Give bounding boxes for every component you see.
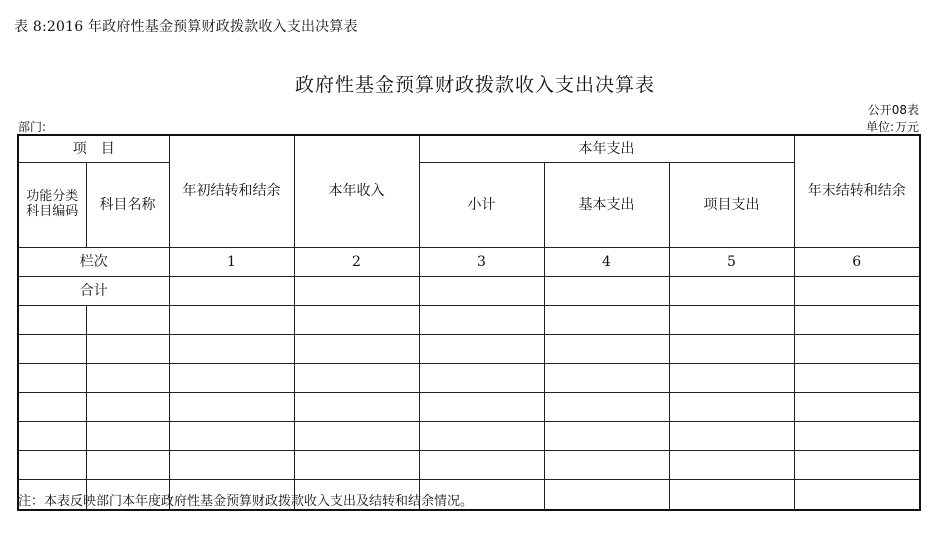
table-cell: [294, 364, 419, 393]
table-cell: [18, 451, 86, 480]
table-cell: [86, 422, 169, 451]
table-cell: [419, 335, 544, 364]
table-row: [18, 451, 920, 480]
table-row: [18, 393, 920, 422]
table-cell: [18, 306, 86, 335]
header-row-2: [18, 163, 920, 248]
column-index-row: [18, 248, 920, 277]
header-current-expenditure: 本年支出: [419, 135, 794, 163]
table-cell: [794, 422, 920, 451]
table-cell: [794, 277, 920, 306]
table-cell: [86, 393, 169, 422]
unit-label: [865, 118, 919, 135]
table-row: [18, 335, 920, 364]
column-number-6: 6: [794, 248, 920, 277]
table-cell: [169, 364, 294, 393]
column-number-5: 5: [669, 248, 794, 277]
row-index-label: 栏次: [18, 248, 169, 277]
page-title: 政府性基金预算财政拨款收入支出决算表: [294, 74, 655, 96]
table-cell: [86, 306, 169, 335]
header-current-income: 本年收入: [294, 135, 419, 248]
function-code-line2: 科目编码: [26, 204, 79, 219]
table-cell: [669, 335, 794, 364]
table-caption: 表 8:2016 年政府性基金预算财政拨款收入支出决算表: [14, 19, 358, 35]
table-cell: [294, 393, 419, 422]
table-cell: [669, 364, 794, 393]
table-cell: [18, 393, 86, 422]
table-cell: [419, 422, 544, 451]
table-cell: [669, 277, 794, 306]
table-cell: [794, 306, 920, 335]
footnote: 注：本表反映部门本年度政府性基金预算财政拨款收入支出及结转和结余情况。: [18, 494, 474, 509]
table-cell: [169, 393, 294, 422]
table-cell: [294, 451, 419, 480]
table-cell: [669, 480, 794, 511]
header-project-expenditure: 项目支出: [669, 163, 794, 248]
table-cell: [294, 306, 419, 335]
table-cell: [669, 306, 794, 335]
budget-table: [17, 134, 921, 511]
table-cell: [86, 451, 169, 480]
table-cell: [419, 393, 544, 422]
unit-label-text: 单位:: [865, 120, 894, 134]
column-number-4: 4: [544, 248, 669, 277]
table-cell: [86, 364, 169, 393]
table-cell: [544, 277, 669, 306]
table-row: [18, 422, 920, 451]
table-cell: [294, 422, 419, 451]
table-cell: [169, 335, 294, 364]
header-function-code: [18, 163, 86, 248]
table-cell: [544, 422, 669, 451]
table-cell: [669, 422, 794, 451]
header-row-1: [18, 135, 920, 163]
form-code: 公开08表: [867, 103, 919, 117]
table-cell: [169, 277, 294, 306]
header-closing-balance: 年末结转和结余: [794, 135, 920, 248]
table-cell: [169, 451, 294, 480]
table-cell: [544, 306, 669, 335]
header-opening-balance: 年初结转和结余: [169, 135, 294, 248]
table-cell: [544, 393, 669, 422]
table-row: [18, 306, 920, 335]
table-cell: [18, 335, 86, 364]
table-cell: [794, 364, 920, 393]
total-label: 合计: [18, 277, 169, 306]
header-basic-expenditure: 基本支出: [544, 163, 669, 248]
header-subject-name: 科目名称: [86, 163, 169, 248]
item-header: 项 目: [18, 135, 169, 163]
table-cell: [669, 451, 794, 480]
table-cell: [544, 335, 669, 364]
department-label: 部门:: [18, 120, 47, 134]
column-number-3: 3: [419, 248, 544, 277]
table-cell: [169, 306, 294, 335]
table-cell: [18, 364, 86, 393]
column-number-2: 2: [294, 248, 419, 277]
table-cell: [294, 277, 419, 306]
table-cell: [86, 335, 169, 364]
table-cell: [794, 335, 920, 364]
table-cell: [544, 451, 669, 480]
table-cell: [544, 364, 669, 393]
table-cell: [419, 451, 544, 480]
column-number-1: 1: [169, 248, 294, 277]
unit-value: 万元: [894, 120, 919, 134]
table-row: [18, 364, 920, 393]
table-cell: [419, 277, 544, 306]
table-cell: [544, 480, 669, 511]
table-cell: [669, 393, 794, 422]
function-code-line1: 功能分类: [26, 189, 79, 205]
table-cell: [794, 393, 920, 422]
table-cell: [794, 480, 920, 511]
table-cell: [18, 422, 86, 451]
header-subtotal: 小计: [419, 163, 544, 248]
table-cell: [794, 451, 920, 480]
table-cell: [419, 364, 544, 393]
table-cell: [169, 422, 294, 451]
total-row: [18, 277, 920, 306]
table-cell: [294, 335, 419, 364]
table-cell: [419, 306, 544, 335]
